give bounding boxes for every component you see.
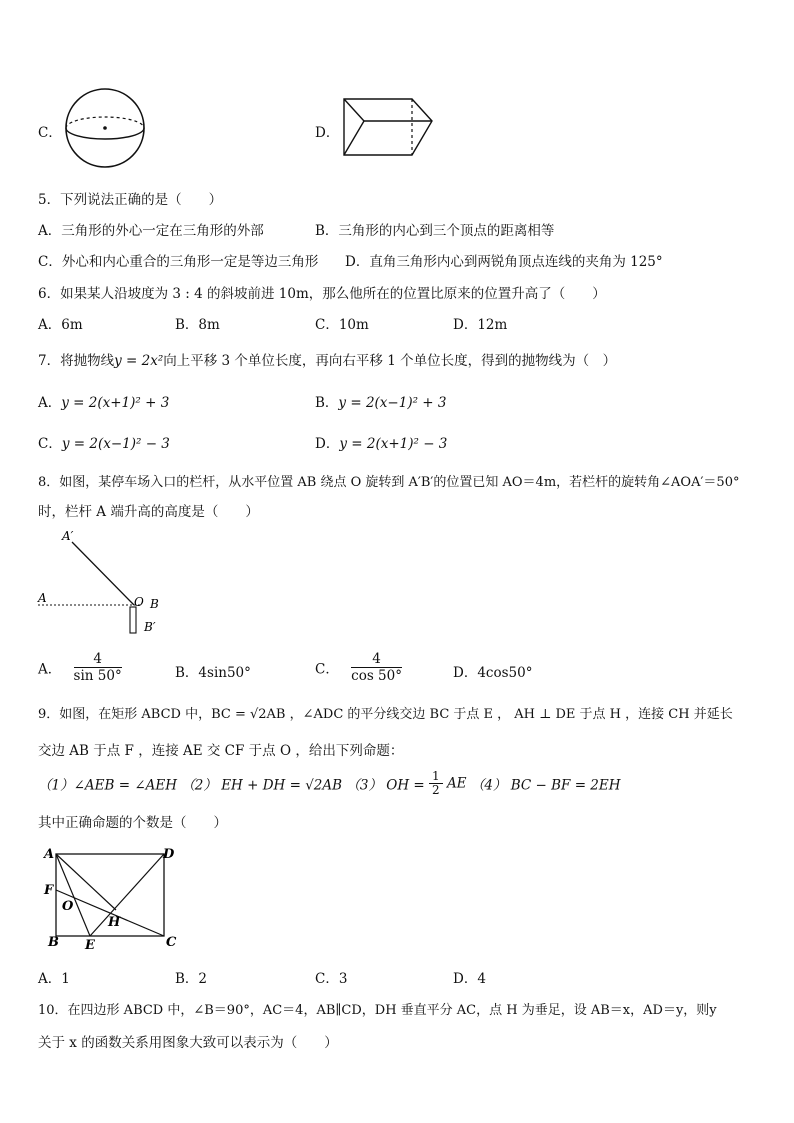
q7-option-b-label: B． <box>315 395 339 411</box>
q6-option-a: A．6m <box>38 317 83 333</box>
label-o: O <box>134 595 144 609</box>
q6-option-c: C．10m <box>315 317 369 333</box>
label-b: B <box>48 935 59 950</box>
q7-option-a-formula: y = 2(x+1)² + 3 <box>61 395 170 411</box>
q9-prop-3-denominator: 2 <box>432 783 440 797</box>
q7-option-d-label: D． <box>315 436 340 452</box>
label-a-prime: A′ <box>62 529 74 543</box>
q8-option-a <box>38 651 122 684</box>
q5-stem: 5．下列说法正确的是（ ） <box>38 192 223 208</box>
q8-option-a-numerator: 4 <box>74 651 122 668</box>
q9-option-c: C．3 <box>315 971 348 987</box>
q7-option-b-formula: y = 2(x−1)² + 3 <box>338 395 447 411</box>
q8-line2: 时，栏杆 A 端升高的高度是（ ） <box>38 504 259 520</box>
q9-prop-1: （1）∠AEB = ∠AEH <box>38 777 178 794</box>
label-f: F <box>44 883 54 898</box>
q5-option-a: A．三角形的外心一定在三角形的外部 <box>38 223 264 239</box>
q7-option-b <box>315 391 446 411</box>
q7-option-c <box>38 432 170 452</box>
q5-option-b: B．三角形的内心到三个顶点的距离相等 <box>315 223 555 239</box>
label-c: C <box>166 935 177 950</box>
q8-option-c <box>315 651 402 684</box>
q8-option-c-numerator: 4 <box>351 651 402 668</box>
q9-line1: 9．如图，在矩形 ABCD 中，BC = √2AB ，∠ADC 的平分线交边 BC 于点 E ， AH ⊥ DE 于点 H ，连接 CH 并延长 <box>38 707 733 722</box>
label-o: O <box>62 899 74 914</box>
q9-option-a: A．1 <box>38 971 70 987</box>
label-h: H <box>108 915 121 930</box>
q4-option-d-label: D． <box>315 125 340 141</box>
q8-option-c-label: C． <box>315 661 339 678</box>
q10-line2: 关于 x 的函数关系用图象大致可以表示为（ ） <box>38 1035 338 1051</box>
q7-option-a-label: A． <box>38 395 62 411</box>
q7-option-d <box>315 432 447 452</box>
q8-option-a-label: A． <box>38 661 62 678</box>
q8-option-b: B．4sin50° <box>175 665 251 681</box>
q8-option-d: D．4cos50° <box>453 665 533 681</box>
q6-option-d: D．12m <box>453 317 508 333</box>
q9-prop-3-numerator: 1 <box>429 770 443 784</box>
q7-stem <box>38 349 616 369</box>
q8-option-c-denominator: cos 50° <box>351 668 402 684</box>
q7-stem-formula: y = 2x² <box>114 353 164 369</box>
q9-line3: 其中正确命题的个数是（ ） <box>38 815 227 831</box>
sphere-figure <box>60 86 152 170</box>
q7-option-d-formula: y = 2(x+1)² − 3 <box>339 436 448 452</box>
q9-prop-4: （4） BC − BF = 2EH <box>470 777 621 794</box>
label-b-prime: B′ <box>144 620 156 634</box>
q5-option-d: D．直角三角形内心到两锐角顶点连线的夹角为 125° <box>345 254 663 270</box>
q9-propositions <box>38 770 621 797</box>
q8-option-a-denominator: sin 50° <box>73 668 122 684</box>
label-e: E <box>85 938 95 953</box>
q8-line1: 8．如图，某停车场入口的栏杆，从水平位置 AB 绕点 O 旋转到 A′B′的位置已知 AO＝4m，若栏杆的旋转角∠AOA′＝50° <box>38 475 740 490</box>
q6-stem: 6．如果某人沿坡度为 3 : 4 的斜坡前进 10m，那么他所在的位置比原来的位置升高了（ ） <box>38 286 606 302</box>
q9-prop-2: （2） EH + DH = √2AB <box>181 777 343 794</box>
prism-figure <box>340 95 436 159</box>
barrier-figure <box>34 528 164 640</box>
q7-option-a <box>38 391 169 411</box>
q9-prop-3b: AE <box>446 775 467 792</box>
q9-prop-3a: （3） OH = <box>346 777 425 794</box>
label-a: A <box>38 591 47 605</box>
q10-line1: 10．在四边形 ABCD 中，∠B＝90°，AC＝4，AB∥CD，DH 垂直平分 AC，点 H 为垂足，设 AB＝x，AD＝y，则y <box>38 1003 717 1018</box>
q6-option-b: B．8m <box>175 317 220 333</box>
q7-option-c-formula: y = 2(x−1)² − 3 <box>61 436 170 452</box>
q9-option-d: D．4 <box>453 971 486 987</box>
q7-stem-suffix: 向上平移 3 个单位长度，再向右平移 1 个单位长度，得到的抛物线为（ ） <box>163 353 617 369</box>
q7-option-c-label: C． <box>38 436 62 452</box>
rectangle-figure <box>40 842 190 954</box>
q5-option-c: C．外心和内心重合的三角形一定是等边三角形 <box>38 254 319 270</box>
label-b: B <box>150 597 159 611</box>
q9-option-b: B．2 <box>175 971 208 987</box>
label-d: D <box>163 847 175 862</box>
q4-option-c-label: C． <box>38 125 62 141</box>
q7-stem-prefix: 7．将抛物线 <box>38 353 115 369</box>
q9-line2: 交边 AB 于点 F ，连接 AE 交 CF 于点 O ，给出下列命题： <box>38 743 404 759</box>
label-a: A <box>44 847 55 862</box>
